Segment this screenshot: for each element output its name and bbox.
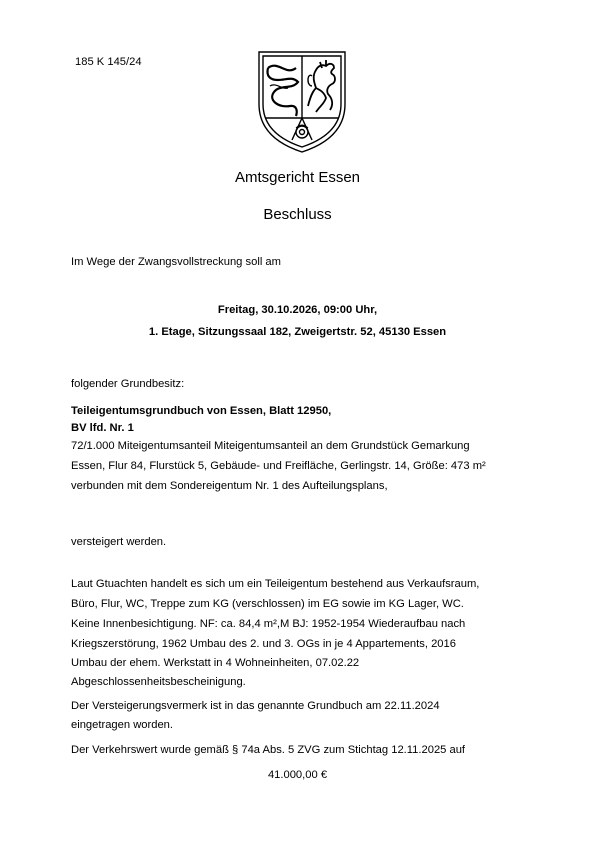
auction-location: 1. Etage, Sitzungssaal 182, Zweigertstr. 52, 45130 Essen bbox=[148, 326, 447, 338]
appraisal-line: Laut Gtuachten handelt es sich um ein Teileigentum bestehend aus Verkaufsraum, bbox=[71, 578, 480, 590]
property-desc-line: Essen, Flur 84, Flurstück 5, Gebäude- und Freifläche, Gerlingstr. 14, Größe: 473 m² bbox=[71, 460, 486, 472]
coat-of-arms-icon bbox=[256, 46, 348, 154]
property-desc-line: 72/1.000 Miteigentumsanteil Miteigentumsanteil an dem Grundstück Gemarkung bbox=[71, 440, 470, 452]
market-value-text: Der Verkehrswert wurde gemäß § 74a Abs. 5 ZVG zum Stichtag 12.11.2025 auf bbox=[71, 744, 466, 756]
page-title: Beschluss bbox=[263, 206, 332, 223]
registration-line: Der Versteigerungsvermerk ist in das genannte Grundbuch am 22.11.2024 bbox=[71, 700, 440, 712]
property-number: BV lfd. Nr. 1 bbox=[71, 422, 134, 434]
appraisal-line: Abgeschlossenheitsbescheinigung. bbox=[71, 676, 246, 688]
appraisal-line: Keine Innenbesichtigung. NF: ca. 84,4 m²,M BJ: 1952-1954 Wiederaufbau nach bbox=[71, 618, 466, 630]
property-intro: folgender Grundbesitz: bbox=[71, 378, 185, 390]
auction-phrase: versteigert werden. bbox=[71, 536, 167, 548]
appraisal-line: Büro, Flur, WC, Treppe zum KG (verschlossen) im EG sowie im KG Lager, WC. bbox=[71, 598, 464, 610]
appraisal-line: Kriegszerstörung, 1962 Umbau des 2. und 3. OGs in je 4 Appartements, 2016 bbox=[71, 638, 456, 650]
auction-date: Freitag, 30.10.2026, 09:00 Uhr, bbox=[217, 304, 378, 316]
property-heading: Teileigentumsgrundbuch von Essen, Blatt 12950, bbox=[71, 405, 332, 417]
court-name: Amtsgericht Essen bbox=[234, 169, 361, 186]
appraisal-line: Umbau der ehem. Werkstatt in 4 Wohneinheiten, 07.02.22 bbox=[71, 657, 360, 669]
intro-text: Im Wege der Zwangsvollstreckung soll am bbox=[71, 256, 281, 268]
case-number: 185 K 145/24 bbox=[75, 56, 142, 68]
market-value: 41.000,00 € bbox=[267, 769, 328, 781]
property-desc-line: verbunden mit dem Sondereigentum Nr. 1 des Aufteilungsplans, bbox=[71, 480, 388, 492]
registration-line: eingetragen worden. bbox=[71, 719, 174, 731]
